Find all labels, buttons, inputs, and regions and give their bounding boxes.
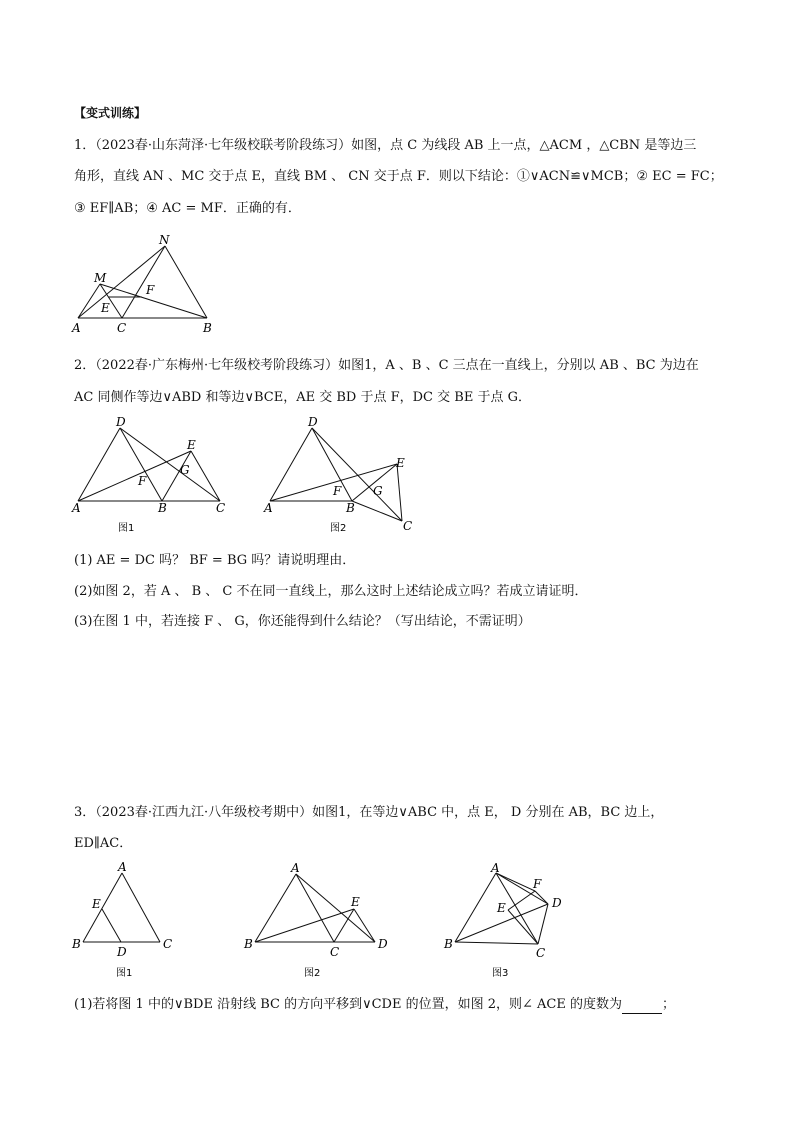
p2f2-label-F: F (333, 484, 342, 498)
p1-label-E: E (101, 301, 110, 315)
problem-1-line-2: 角形，直线 AN 、MC 交于点 E，直线 BM 、 CN 交于点 F．则以下结论：①∨ACN≌∨MCB；② EC = FC； (74, 169, 723, 184)
p3f3-label-F: F (533, 877, 542, 891)
p3f3-label-B: B (444, 937, 453, 951)
p2f2-label-B: B (346, 501, 355, 515)
p2f2-label-D: D (308, 415, 318, 429)
p3f1-label-E: E (92, 897, 101, 911)
problem-1-line-1: 1．（2023春·山东菏泽·七年级校联考阶段练习）如图，点 C 为线段 AB 上一点，△ACM ，△CBN 是等边三 (74, 138, 697, 153)
p1-label-B: B (203, 321, 212, 335)
p2f1-label-F: F (138, 474, 147, 488)
p3-caption-fig3: 图3 (492, 968, 509, 979)
p3f2-label-D: D (378, 937, 388, 951)
p1-label-A: A (72, 321, 81, 335)
problem-2-question-3: (3)在图 1 中，若连接 F 、 G，你还能得到什么结论？（写出结论，不需证明） (74, 614, 531, 629)
p2f1-label-E: E (187, 438, 196, 452)
p3f2-label-B: B (244, 937, 253, 951)
p3f1-label-D: D (117, 945, 127, 959)
answer-blank[interactable] (622, 1001, 662, 1014)
p3f2-label-E: E (351, 895, 360, 909)
problem-2-figure-1 (70, 416, 230, 536)
p2f2-label-A: A (264, 501, 273, 515)
problem-2-figure-2 (262, 416, 422, 536)
p3f3-label-A: A (491, 861, 500, 875)
problem-3-figure-3 (440, 860, 580, 980)
problem-2-line-1: 2．（2022春·广东梅州·七年级校考阶段练习）如图1，A 、B 、C 三点在一直线上，分别以 AB 、BC 为边在 (74, 358, 699, 373)
problem-1-line-3: ③ EF∥AB；④ AC = MF．正确的有． (74, 201, 301, 216)
p1-label-M: M (94, 271, 107, 285)
p3f3-label-C: C (536, 946, 546, 960)
p1-label-C: C (117, 321, 127, 335)
problem-2-question-2: (2)如图 2，若 A 、 B 、 C 不在同一直线上，那么这时上述结论成立吗？若成立请证明． (74, 584, 588, 599)
p2f2-label-E: E (396, 456, 405, 470)
problem-1-figure (70, 232, 220, 340)
question-end: ； (661, 997, 675, 1012)
p3f1-label-C: C (163, 937, 173, 951)
section-title: 【变式训练】 (74, 106, 147, 120)
problem-3-line-1: 3．（2023春·江西九江·八年级校考期中）如图1，在等边∨ABC 中，点 E， D 分别在 AB，BC 边上， (74, 805, 664, 820)
p3-caption-fig1: 图1 (116, 968, 133, 979)
p2f1-label-D: D (116, 415, 126, 429)
p3f2-label-A: A (291, 861, 300, 875)
p3f1-label-A: A (118, 860, 127, 874)
p2-caption-fig1: 图1 (118, 523, 135, 534)
p3f3-label-D: D (552, 896, 562, 910)
p3-caption-fig2: 图2 (304, 968, 321, 979)
problem-3-line-2: ED∥AC． (74, 836, 133, 851)
problem-3-figure-2 (240, 860, 400, 980)
problem-2-question-1: (1) AE = DC 吗？ BF = BG 吗？请说明理由． (74, 553, 356, 568)
problem-3-question-1 (74, 996, 675, 1014)
p2f2-label-C: C (403, 519, 413, 533)
p2f1-label-A: A (72, 501, 81, 515)
p2f2-label-G: G (373, 484, 383, 498)
problem-2-line-2: AC 同侧作等边∨ABD 和等边∨BCE，AE 交 BD 于点 F，DC 交 BE 于点 G． (74, 390, 531, 405)
p1-label-F: F (146, 283, 155, 297)
p3f1-label-B: B (72, 937, 81, 951)
p3f3-label-E: E (497, 901, 506, 915)
p2f1-label-C: C (216, 501, 226, 515)
p3f2-label-C: C (330, 945, 340, 959)
p2f1-label-B: B (158, 501, 167, 515)
p2-caption-fig2: 图2 (330, 523, 347, 534)
question-text: (1)若将图 1 中的∨BDE 沿射线 BC 的方向平移到∨CDE 的位置，如图 2，则∠ ACE 的度数为 (74, 997, 622, 1012)
p2f1-label-G: G (180, 463, 190, 477)
problem-3-figure-1 (68, 860, 188, 980)
p1-label-N: N (159, 233, 170, 247)
